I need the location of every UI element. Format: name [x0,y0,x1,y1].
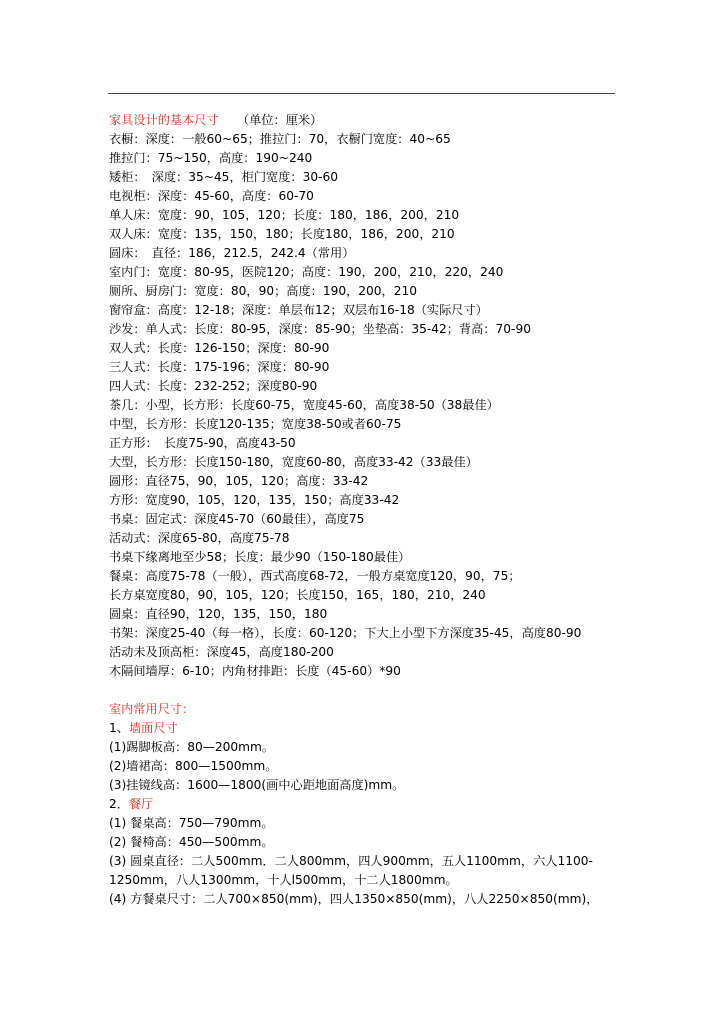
text-line: 正方形： 长度75-90，高度43-50 [109,436,296,450]
text-line: 厕所、厨房门：宽度：80，90；高度：190，200，210 [109,284,417,298]
wall-size-list [109,738,619,795]
subsection-label: 餐厅 [128,797,154,811]
text-line: (3) 圆桌直径：二人500mm．二人800mm，四人900mm，五人1100mm，六人1100- [109,854,593,868]
document-body [109,111,619,909]
subsection-number: 1、 [109,721,129,735]
subsection-label: 墙面尺寸 [128,721,178,735]
subsection-wall [109,719,619,738]
text-line: 沙发：单人式：长度：80-95，深度：85-90；坐垫高：35-42；背高：70-90 [109,322,531,336]
text-line: (2)墙裙高：800—1500mm。 [109,759,278,773]
text-line: 书桌下缘离地至少58；长度：最少90（150-180最佳） [109,550,411,564]
text-line: (2) 餐椅高：450—500mm。 [109,835,274,849]
subsection-dining [109,795,619,814]
section-title: 室内常用尺寸： [109,702,195,716]
text-line: 茶几：小型，长方形：长度60-75，宽度45-60，高度38-50（38最佳） [109,398,499,412]
text-line: 书架：深度25-40（每一格），长度：60-120；下大上小型下方深度35-45，高度80-90 [109,626,582,640]
text-line: 双人床：宽度：135，150，180；长度180，186，200，210 [109,227,455,241]
doc-title: 家具设计的基本尺寸 [109,113,219,127]
text-line: 室内门：宽度：80-95，医院120；高度：190，200，210，220，240 [109,265,504,279]
spacer [109,681,619,700]
text-line: 圆床： 直径：186，212.5，242.4（常用） [109,246,355,260]
text-line: 书桌：固定式：深度45-70（60最佳），高度75 [109,512,365,526]
text-line: 长方桌宽度80，90，105，120；长度150，165，180，210，240 [109,588,486,602]
text-line: 圆形：直径75，90，105，120；高度：33-42 [109,474,369,488]
text-line: 餐桌：高度75-78（一般），西式高度68-72，一般方桌宽度120，90，75； [109,569,521,583]
text-line: (4) 方餐桌尺寸：二人700×850(mm)，四人1350×850(mm)，八人2250×850(mm)， [109,892,599,906]
furniture-size-list [109,130,619,681]
text-line: 方形：宽度90，105，120，135，150；高度33-42 [109,493,400,507]
text-line: 三人式：长度：175-196；深度：80-90 [109,360,330,374]
text-line: 木隔间墙厚：6-10；内角材排距：长度（45-60）*90 [109,664,401,678]
text-line: 矮柜： 深度：35~45，柜门宽度：30-60 [109,170,338,184]
text-line: 活动式：深度65-80，高度75-78 [109,531,290,545]
dining-size-list [109,814,619,909]
subsection-number: 2． [109,797,129,811]
doc-unit: （单位：厘米） [218,113,323,127]
top-rule [108,93,615,94]
text-line: 双人式：长度：126-150；深度：80-90 [109,341,330,355]
text-line: 四人式：长度：232-252；深度80-90 [109,379,318,393]
text-line: 衣橱：深度：一般60~65；推拉门：70，衣橱门宽度：40~65 [109,132,451,146]
text-line: (1) 餐桌高：750—790mm。 [109,816,274,830]
text-line: 推拉门：75~150，高度：190~240 [109,151,313,165]
text-line: 1250mm，八人1300mm，十人l500mm，十二人1800mm。 [109,873,458,887]
text-line: 中型，长方形：长度120-135；宽度38-50或者60-75 [109,417,402,431]
text-line: 窗帘盒：高度：12-18；深度：单层布12；双层布16-18（实际尺寸） [109,303,488,317]
doc-header [109,111,619,130]
text-line: 活动未及顶高柜：深度45，高度180-200 [109,645,334,659]
text-line: 大型，长方形：长度150-180，宽度60-80，高度33-42（33最佳） [109,455,478,469]
text-line: (3)挂镜线高：1600—1800(画中心距地面高度)mm。 [109,778,405,792]
text-line: 电视柜：深度：45-60，高度：60-70 [109,189,314,203]
text-line: 圆桌：直径90，120，135，150，180 [109,607,328,621]
text-line: (1)踢脚板高：80—200mm。 [109,740,275,754]
text-line: 单人床：宽度：90，105，120；长度：180，186，200，210 [109,208,460,222]
